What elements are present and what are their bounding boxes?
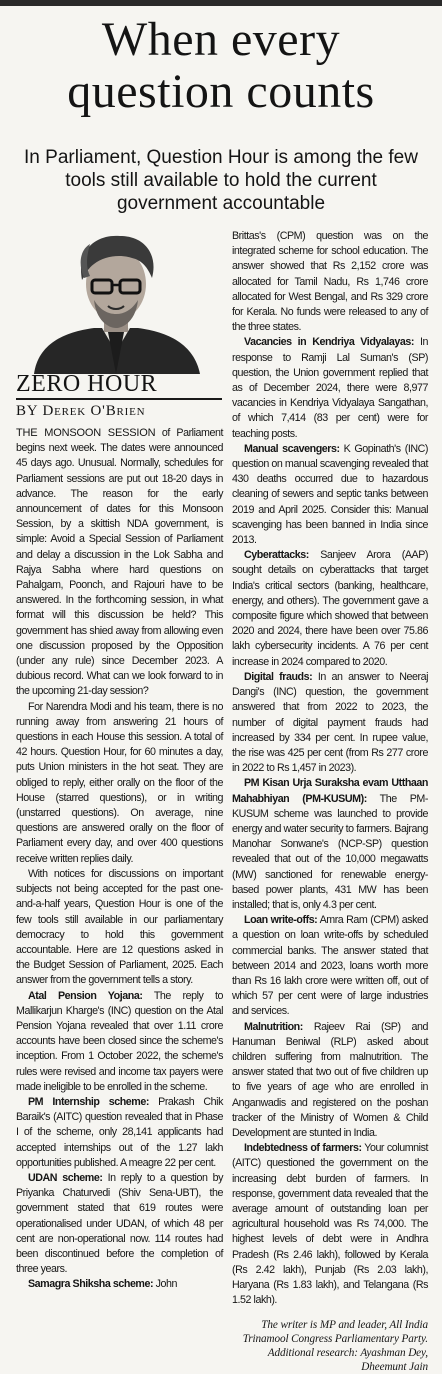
byline-divider <box>16 398 222 400</box>
paragraph <box>16 426 223 700</box>
paragraph <box>232 1141 428 1308</box>
paragraph <box>232 776 428 913</box>
paragraph <box>16 989 223 1095</box>
subhead: Samagra Shiksha scheme: <box>28 1278 154 1291</box>
subhead: Cyberattacks: <box>244 549 309 562</box>
paragraph-text: Rajeev Rai (SP) and Hanuman Beniwal (RLP) asked about children suffering from malnutrition. The answer stated that two out of five children up to five years of age who are enrolled in Anganwadis and registered on the poshan tracker of the Ministry of Women & Child Development are stunted in India. <box>232 1020 428 1139</box>
paragraph-text: The reply to Mallikarjun Kharge's (INC) question on the Atal Pension Yojana revealed that over 1.11 crore accounts have been closed since the scheme's inception. From 1 October 2022, the scheme's rules were revised and income tax payers were made ineligible to be enrolled in the scheme. <box>16 989 223 1093</box>
paragraph <box>232 913 428 1019</box>
top-rule <box>0 0 442 6</box>
paragraph <box>232 670 428 776</box>
paragraph: For Narendra Modi and his team, there is no running away from answering 21 hours of questions in each House this session. A total of 42 hours. Question Hour, for 60 minutes a day, puts Union ministers in the hot seat. They are obliged to reply, either orally on the floor of the House (starred questions), or in writing (unstarred questions). On average, nine questions are answered orally on the floor of Parliament every day, and over 400 questions receive written replies daily. <box>16 700 223 865</box>
subhead: PM Internship scheme: <box>28 1095 149 1108</box>
paragraph-text: In reply to a question by Priyanka Chaturvedi (Shiv Sena-UBT), the government stated that 619 routes were operationalised under UDAN, of which 48 per cent are non-operational now. 114 routes had been discontinued before the completion of three years. <box>16 1171 224 1276</box>
paragraph <box>16 1171 223 1277</box>
paragraph-text: K Gopinath's (INC) question on manual scavenging revealed that 430 deaths occurred due to hazardous cleaning of sewers and septic tanks between 2019 and April 2025. Consider this: Manual scavenging has been banned in India since 2013. <box>232 442 428 547</box>
headline-line-2: question counts <box>67 65 375 118</box>
deck: In Parliament, Question Hour is among the few tools still available to hold the current government accountable <box>24 147 418 214</box>
subhead: Vacancies in Kendriya Vidyalayas: <box>244 336 414 349</box>
paragraph <box>16 1095 223 1171</box>
paragraph-text: In response to Ramji Lal Suman's (SP) question, the Union government replied that as of December 2024, there were 8,977 vacancies in Kendriya Vidyalaya Sangathan, of which 7,414 (83 per cent) were for teaching posts. <box>232 336 428 440</box>
headline-line-1: When every <box>101 13 341 66</box>
author-credit: The writer is MP and leader, All India Trinamool Congress Parliamentary Party. Additional research: Ayashman Dey, Dheemunt Jain <box>242 1319 428 1374</box>
subhead: Loan write-offs: <box>244 914 318 927</box>
paragraph <box>232 442 428 548</box>
article-column-right <box>232 229 428 1374</box>
byline-author: Derek O'Brien <box>42 403 146 419</box>
column-name: ZERO HOUR <box>16 371 158 397</box>
headline <box>0 14 442 118</box>
paragraph: Brittas's (CPM) question was on the integrated scheme for school education. The answer showed that Rs 2,152 crore was allocated for Tamil Nadu, Rs 1,746 crore allocated for West Bengal, and Rs 329 crore for Kerala. No funds were released to any of the three states. <box>232 230 428 334</box>
subhead: Malnutrition: <box>244 1020 303 1033</box>
column-label <box>16 371 216 397</box>
paragraph-text: Sanjeev Arora (AAP) sought details on cyberattacks that target India's critical sectors (banking, healthcare, energy, and others). The government gave a composite figure which showed that between 2020 and 2024, there have been over 75.86 lakh cybersecurity incidents. A 76 per cent increase in 2024 compared to 2020. <box>232 549 428 668</box>
author-portrait <box>24 228 208 374</box>
subhead: Indebtedness of farmers: <box>244 1142 362 1155</box>
paragraph <box>232 335 428 441</box>
article-column-left <box>16 426 223 1293</box>
subhead: Manual scavengers: <box>244 442 340 455</box>
paragraph-text: In an answer to Neeraj Dangi's (INC) question, the government answered that from 2022 to 2023, the number of digital payment frauds had increased by 334 per cent. In rupee value, the rise was 425 per cent (from Rs 277 crore in 2022 to Rs 1,457 in 2023). <box>232 670 428 775</box>
paragraph-text: of Parliament begins next week. The dates were announced 45 days ago. Unusual. Normally, schedules for Parliament sessions are put out 18-20 days in advance. The reason for the early announcement of dates for this Monsoon Session, by a skittish NDA government, is simple: Avoid a Special Session of Parliament and delay a discussion in the Lok Sabha and Rajya Sabha where hard questions on Pahalgam, Poonch, and Rajouri have to be answered. In the forthcoming session, in what format will this discussion be held? This government has shied away from allowing even one discussion proposed by the Opposition (under any rule) since December 2023. A dubious record. What can we look forward to in the upcoming 21-day session? <box>16 427 223 698</box>
subhead: Atal Pension Yojana: <box>28 989 143 1002</box>
paragraph-text: Prakash Chik Baraik's (AITC) question revealed that in Phase I of the scheme, only 28,141 applicants had accepted internships out of the 1.27 lakh opportunities published. A meagre 22 per cent. <box>16 1095 223 1169</box>
subhead: PM Kisan Urja Suraksha evam Utthaan Mahabhiyan (PM-KUSUM): <box>232 777 428 805</box>
paragraph <box>232 1020 428 1142</box>
lead-in: THE MONSOON SESSION <box>16 427 156 439</box>
paragraph-text: The PM-KUSUM scheme was launched to provide energy and water security to farmers. Bajrang Manohar Sonwane's (NCP-SP) question revealed that out of the 10,000 megawatts (MW) sanctioned for renewable energy-based power plants, 431 MW has been installed; that is, only 4.3 per cent. <box>232 792 428 911</box>
paragraph-text: John <box>153 1278 177 1291</box>
subhead: Digital frauds: <box>244 670 313 683</box>
byline-prefix: BY <box>16 403 38 419</box>
subhead: UDAN scheme: <box>28 1171 103 1184</box>
paragraph <box>232 548 428 670</box>
byline <box>16 402 222 420</box>
paragraph-text: Your columnist (AITC) questioned the government on the increasing debt burden of farmers. In response, government data revealed that the average amount of outstanding loan per agricultural household was Rs 74,000. The highest levels of debt were in Andhra Pradesh (Rs 2.46 lakh), followed by Kerala (Rs 2.42 lakh), Punjab (Rs 2.03 lakh), Haryana (Rs 1.83 lakh), and Telangana (Rs 1.52 lakh). <box>232 1142 428 1307</box>
paragraph: With notices for discussions on important subjects not being accepted for the past one-and-a-half years, Question Hour is one of the few tools still available in our parliamentary democracy to hold this government accountable. Here are 12 questions asked in the Budget Session of Parliament, 2025. Each answer from the government tells a story. <box>16 867 223 987</box>
paragraph-text: Amra Ram (CPM) asked a question on loan write-offs by scheduled commercial banks. The answer stated that between 2014 and 2023, loans worth more than Rs 16 lakh crore were written off, out of which 57 per cent were of large industries and services. <box>232 914 428 1018</box>
